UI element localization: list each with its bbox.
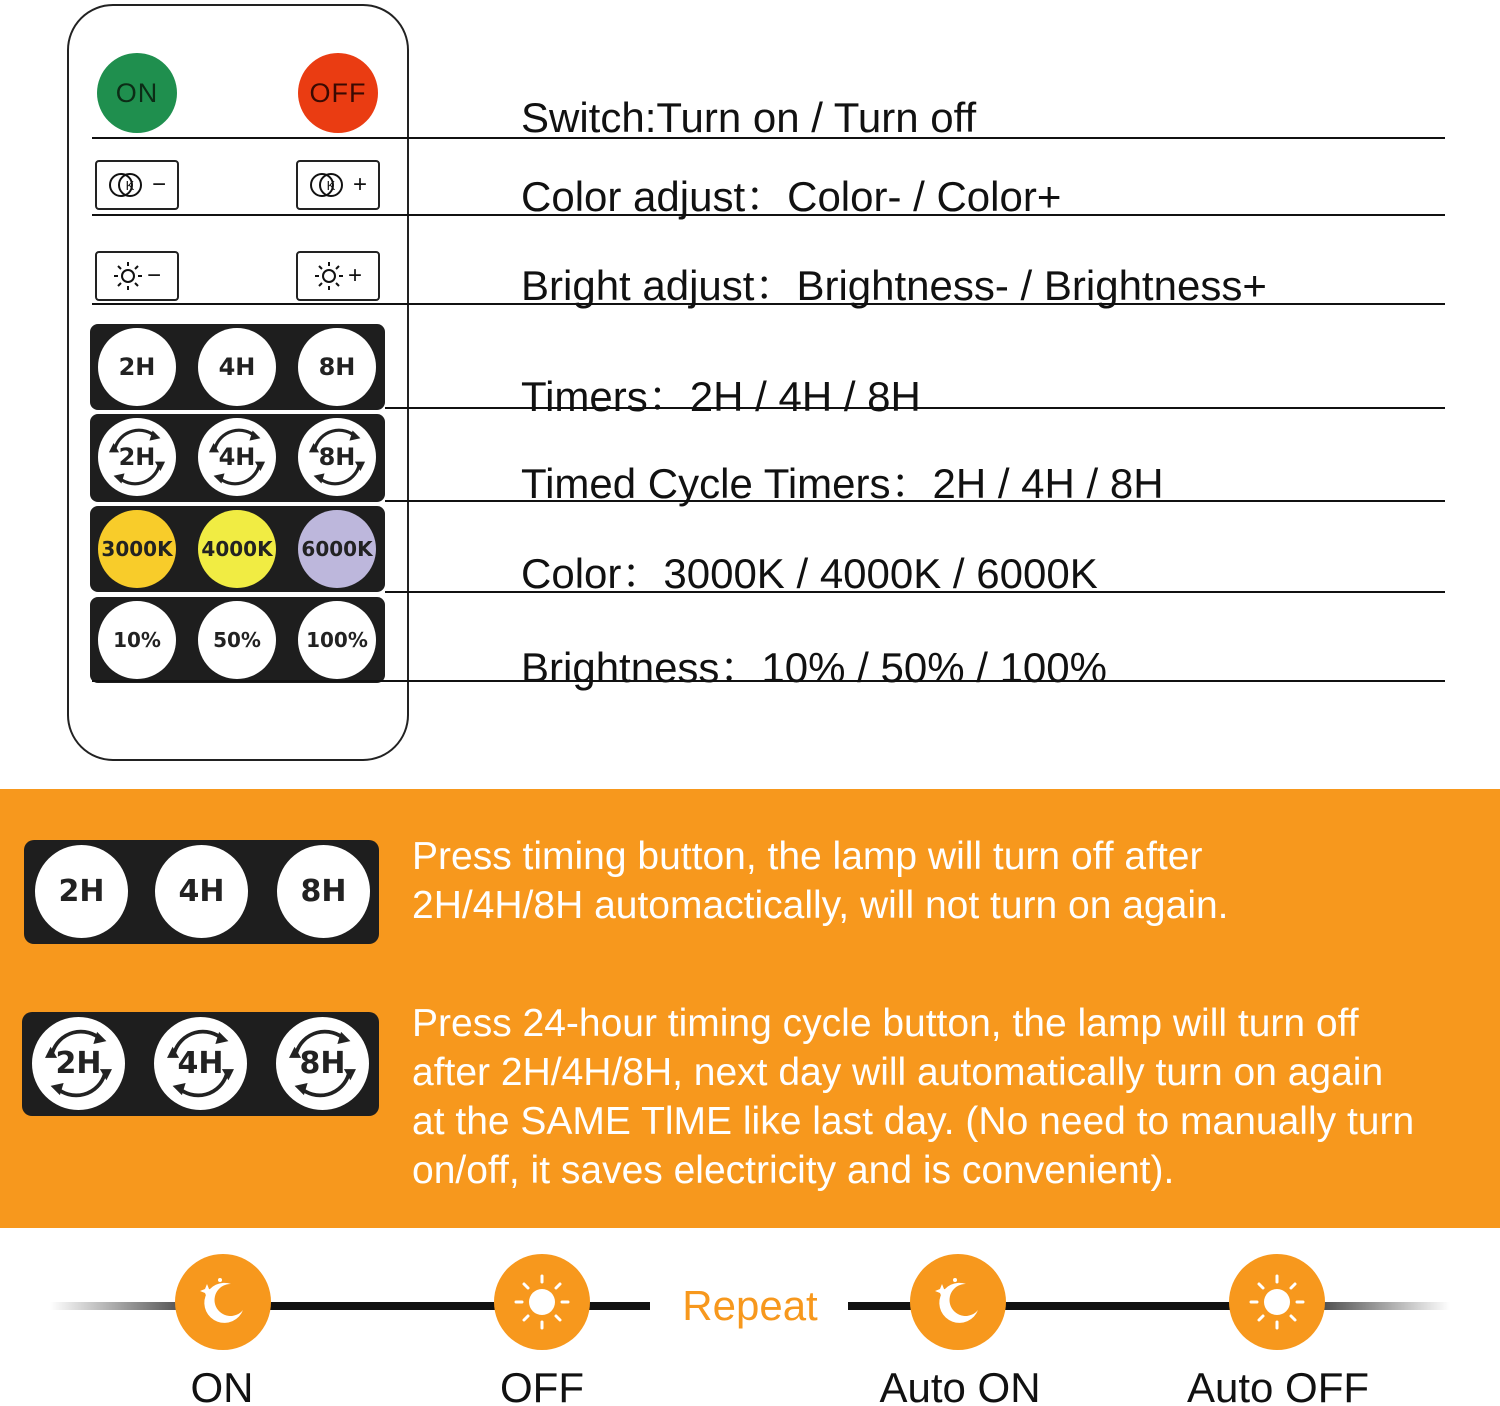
brightness-50-button[interactable]: 50% (198, 601, 276, 679)
brightness-100-button[interactable]: 100% (298, 601, 376, 679)
band-cycle-8h: 8H (276, 1017, 369, 1110)
timeline-step-on (175, 1254, 271, 1350)
cycle-timer-8h-button[interactable]: 8H (298, 418, 376, 496)
color-plus-button[interactable] (296, 160, 380, 210)
cycle-timer-4h-button[interactable]: 4H (198, 418, 276, 496)
timeline-step-off (494, 1254, 590, 1350)
timeline-step-auto-off (1229, 1254, 1325, 1350)
color-3000k-button[interactable]: 3000K (98, 510, 176, 588)
brightness-minus-label: − (146, 262, 161, 289)
bright-adjust-description: Bright adjust：Brightness- / Brightness+ (521, 262, 1267, 309)
svg-text:K: K (125, 178, 135, 193)
timeline-step-auto-on (910, 1254, 1006, 1350)
cycle-explanation: Press 24-hour timing cycle button, the lamp will turn off after 2H/4H/8H, next day will automatically turn on again at the SAME TlME like last day. (No need to manually turn on/off, it saves electricity and is convenient). (412, 1002, 1415, 1192)
color-4000k-button[interactable]: 4000K (198, 510, 276, 588)
sun-icon (314, 261, 344, 291)
timer-2h-button[interactable]: 2H (98, 328, 176, 406)
repeat-label: Repeat (682, 1282, 818, 1329)
brightness-minus-button[interactable] (95, 251, 179, 301)
brightness-plus-button[interactable] (296, 251, 380, 301)
color-description: Color：3000K / 4000K / 6000K (521, 550, 1098, 597)
band-timer-8h: 8H (277, 845, 370, 938)
color-adjust-description: Color adjust：Color- / Color+ (521, 173, 1062, 220)
sun-icon (510, 1270, 574, 1334)
switch-description: Switch:Turn on / Turn off (521, 94, 977, 141)
band-timer-2h: 2H (35, 845, 128, 938)
band-cycle-2h: 2H (32, 1017, 125, 1110)
timer-8h-button[interactable]: 8H (298, 328, 376, 406)
color-minus-label: − (151, 171, 166, 198)
brightness-10-button[interactable]: 10% (98, 601, 176, 679)
color-temperature-icon (108, 170, 148, 200)
color-plus-label: + (352, 171, 367, 198)
color-minus-button[interactable] (95, 160, 179, 210)
cycle-timer-2h-button[interactable]: 2H (98, 418, 176, 496)
band-cycle-4h: 4H (154, 1017, 247, 1110)
svg-text:K: K (326, 178, 336, 193)
band-timer-4h: 4H (155, 845, 248, 938)
sun-icon (113, 261, 143, 291)
color-6000k-button[interactable]: 6000K (298, 510, 376, 588)
brightness-plus-label: + (347, 262, 362, 289)
timeline-label-auto-off: Auto OFF (1186, 1364, 1370, 1406)
moon-icon (191, 1270, 255, 1334)
color-temperature-icon (309, 170, 349, 200)
timer-4h-button[interactable]: 4H (198, 328, 276, 406)
on-button[interactable]: ON (97, 53, 177, 133)
timeline-label-auto-on: Auto ON (879, 1364, 1041, 1406)
timer-explanation: Press timing button, the lamp will turn off after 2H/4H/8H automactically, will not turn on again. (412, 835, 1229, 927)
brightness-description: Brightness：10% / 50% / 100% (521, 644, 1107, 691)
off-button[interactable]: OFF (298, 53, 378, 133)
timeline-label-on: ON (190, 1364, 254, 1406)
timeline-label-off: OFF (500, 1364, 584, 1406)
cycle-timers-description: Timed Cycle Timers：2H / 4H / 8H (521, 460, 1164, 507)
moon-icon (926, 1270, 990, 1334)
timers-description: Timers：2H / 4H / 8H (521, 373, 921, 420)
sun-icon (1245, 1270, 1309, 1334)
